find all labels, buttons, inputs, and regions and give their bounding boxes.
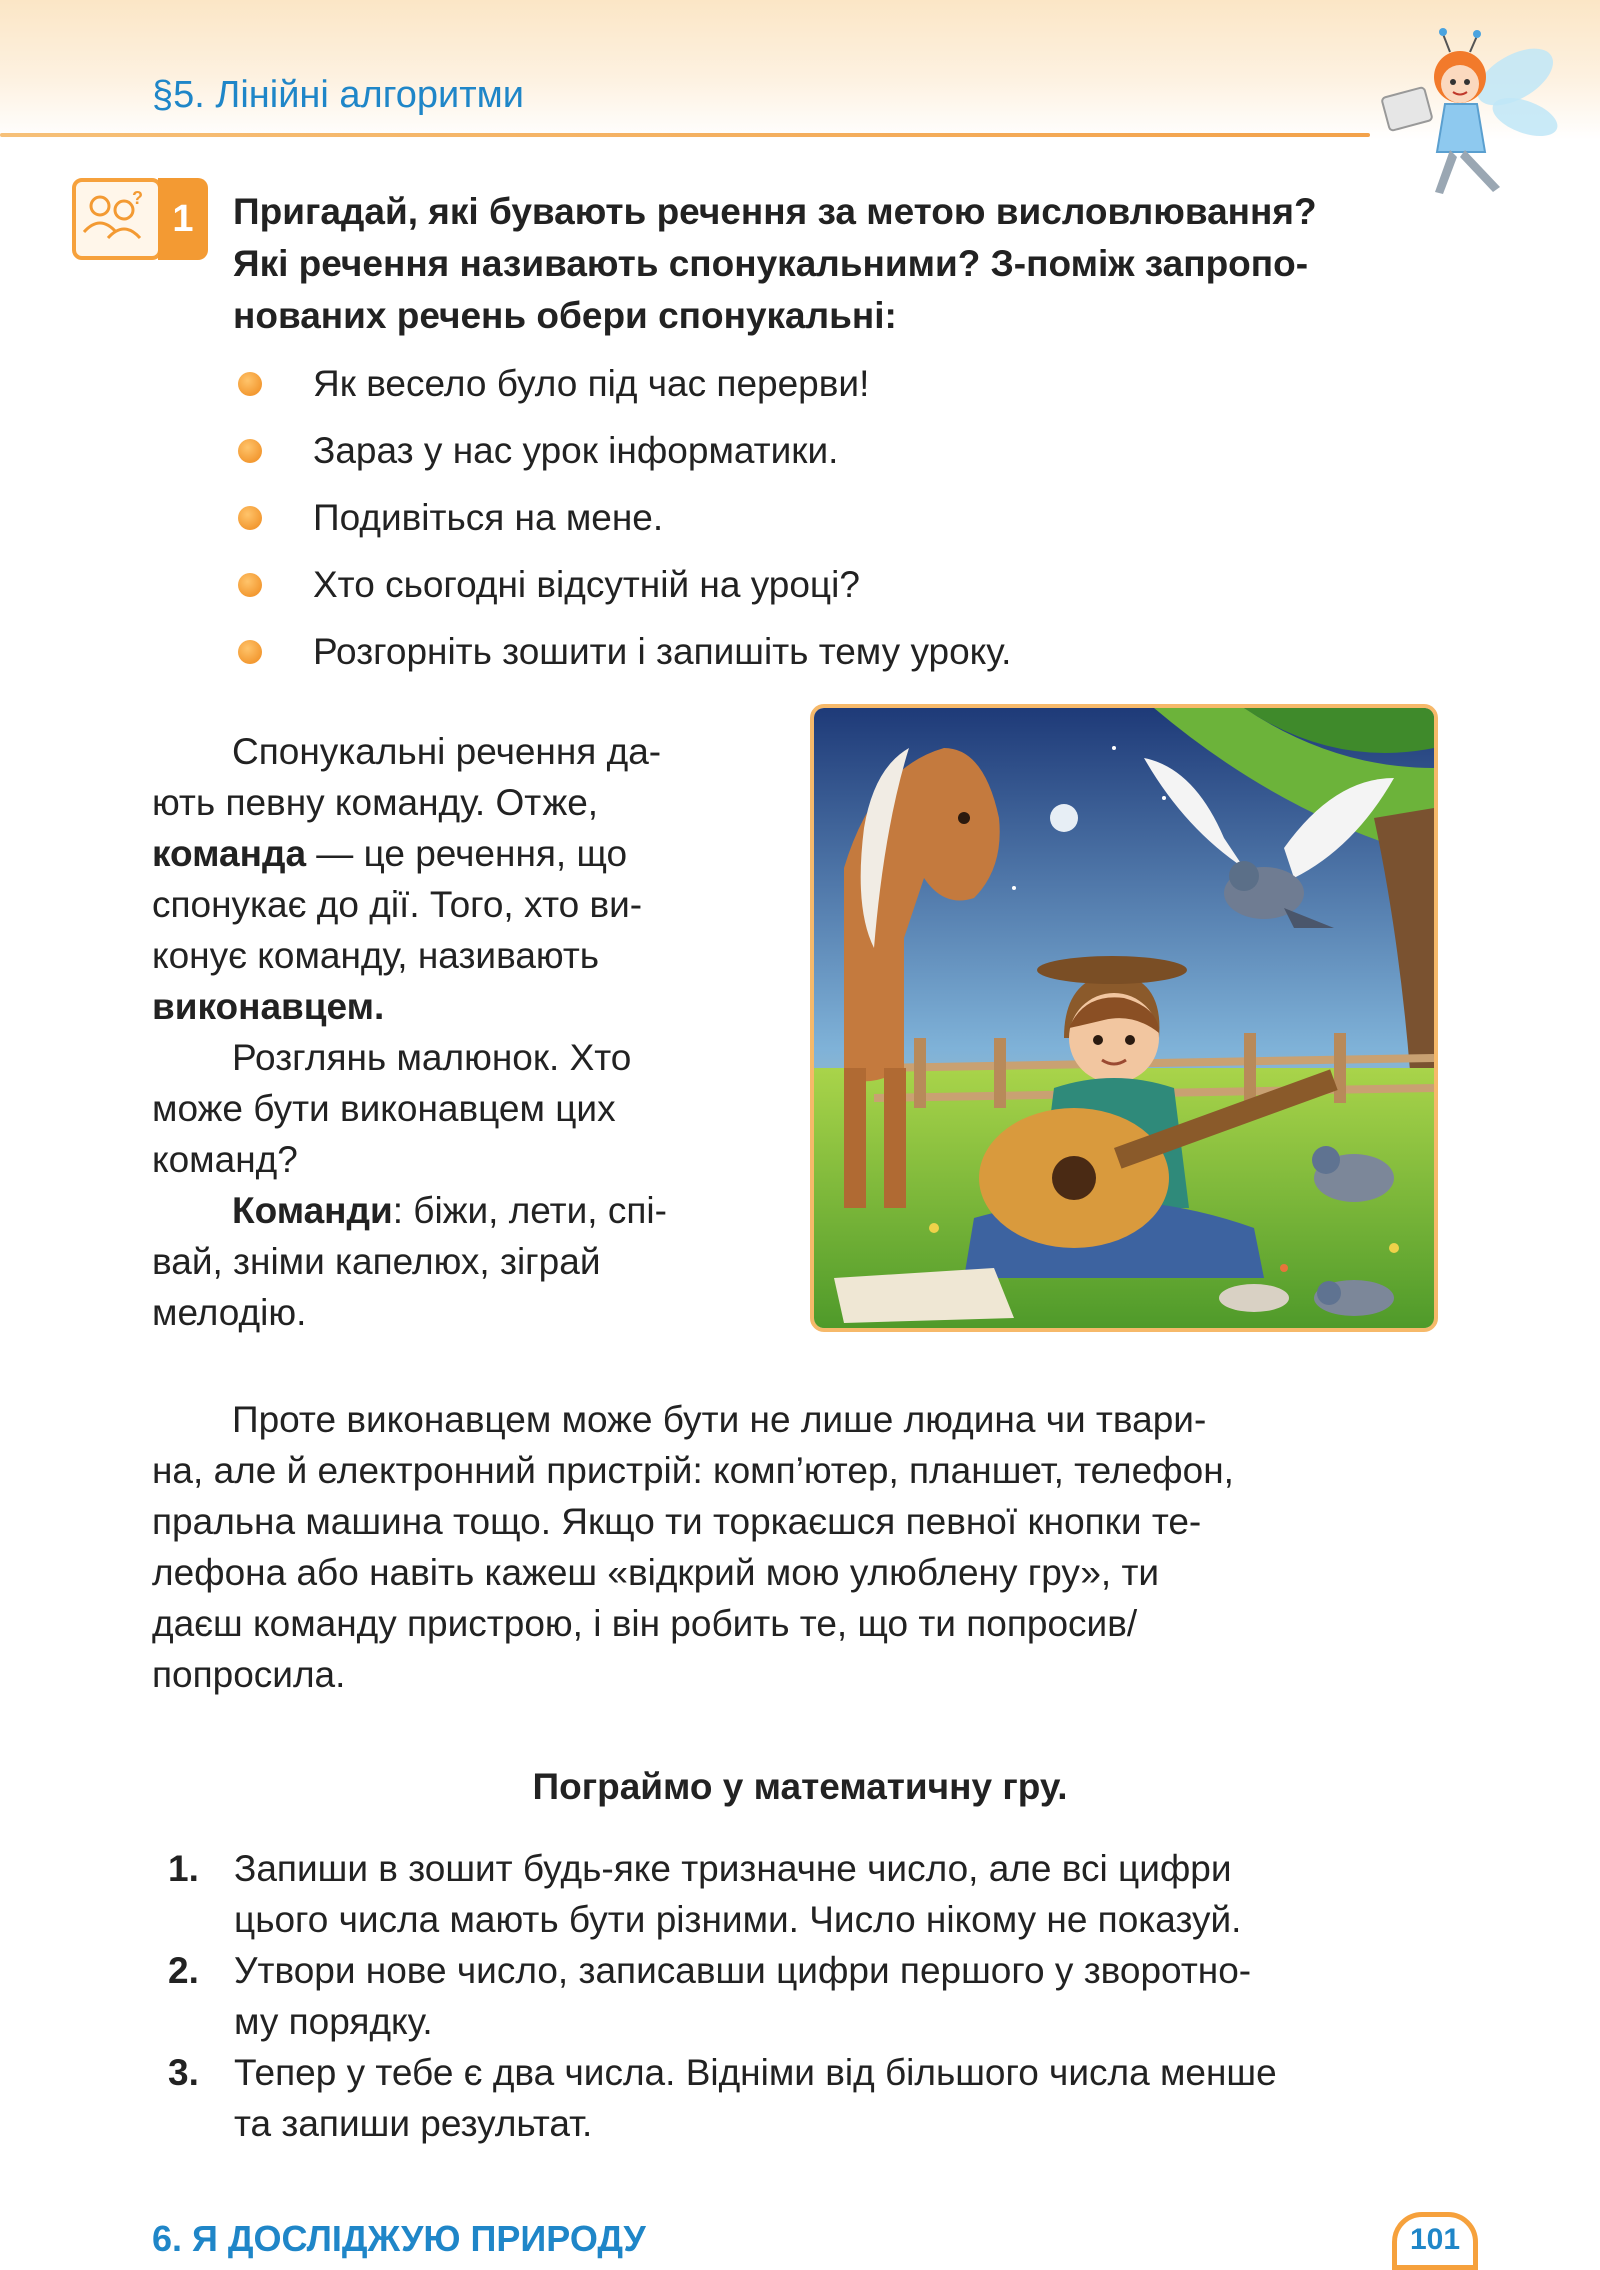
game-steps (168, 1843, 1440, 2149)
text-line: Спонукальні речення да- (232, 731, 662, 772)
header-divider (0, 133, 1370, 137)
list-item (233, 626, 1011, 693)
task-question-line: Які речення називають спонукальними? З-поміж запропо- (233, 243, 1309, 284)
bullet-icon (238, 506, 262, 530)
list-item (233, 559, 1011, 626)
text-fragment: — це речення, що (306, 833, 628, 874)
illustration-image (814, 708, 1434, 1328)
explanation-text (152, 726, 742, 1338)
step-number: 3. (168, 2052, 199, 2093)
step-line: Запиши в зошит будь-яке тризначне число, але всі цифри (234, 1848, 1232, 1889)
section-title: §5. Лінійні алгоритми (152, 74, 524, 116)
chapter-title: 6. Я ДОСЛІДЖУЮ ПРИРОДУ (152, 2218, 646, 2259)
text-line (152, 828, 742, 879)
text-line: може бути виконавцем цих (152, 1088, 616, 1129)
list-item (233, 425, 1011, 492)
step-line: цього числа мають бути різними. Число нікому не показуй. (234, 1899, 1242, 1940)
list-item (168, 2047, 1440, 2149)
text-line: вай, зніми капелюх, зіграй (152, 1241, 601, 1282)
sentence-text: Зараз у нас урок інформатики. (313, 430, 839, 471)
task-question-line: нованих речень обери спонукальні: (233, 295, 897, 336)
step-line: та запиши результат. (234, 2103, 593, 2144)
sentence-list (233, 358, 1011, 693)
list-item (233, 492, 1011, 559)
sentence-text: Як весело було під час перерви! (313, 363, 870, 404)
text-line: мелодію. (152, 1292, 307, 1333)
term-commands: Команди (232, 1190, 393, 1231)
step-line: му порядку. (234, 2001, 433, 2042)
step-number: 1. (168, 1848, 199, 1889)
text-fragment: : біжи, лети, спі- (392, 1190, 667, 1231)
group-discussion-icon (72, 178, 162, 260)
text-line: на, але й електронний пристрій: комп’ютер, планшет, телефон, (152, 1450, 1234, 1491)
bullet-icon (238, 439, 262, 463)
text-line: попросила. (152, 1654, 346, 1695)
text-line: пральна машина тощо. Якщо ти торкаєшся певної кнопки те- (152, 1501, 1202, 1542)
bullet-icon (238, 640, 262, 664)
bullet-icon (238, 372, 262, 396)
sentence-text: Подивіться на мене. (313, 497, 664, 538)
page-number: 101 (1392, 2212, 1478, 2270)
task-question-line: Пригадай, які бувають речення за метою висловлювання? (233, 191, 1317, 232)
step-number: 2. (168, 1950, 199, 1991)
text-line: ють певну команду. Отже, (152, 782, 599, 823)
header-band (0, 0, 1600, 140)
task-number: 1 (158, 178, 208, 260)
text-line: конує команду, називають (152, 935, 600, 976)
text-line: Проте виконавцем може бути не лише людина чи твари- (232, 1399, 1207, 1440)
sentence-text: Розгорніть зошити і запишіть тему уроку. (313, 631, 1012, 672)
text-line: Розглянь малюнок. Хто (232, 1037, 632, 1078)
text-line: лефона або навіть кажеш «відкрий мою улюблену гру», ти (152, 1552, 1160, 1593)
sentence-text: Хто сьогодні відсутній на уроці? (313, 564, 860, 605)
text-line: команд? (152, 1139, 298, 1180)
list-item (233, 358, 1011, 425)
list-item (168, 1945, 1440, 2047)
fairy-mascot-icon (1365, 22, 1565, 207)
list-item (168, 1843, 1440, 1945)
text-line: даєш команду пристрою, і він робить те, що ти попросив/ (152, 1603, 1138, 1644)
step-line: Тепер у тебе є два числа. Відніми від більшого числа менше (234, 2052, 1277, 2093)
devices-paragraph (152, 1394, 1440, 1700)
task-badge (72, 178, 208, 256)
task-question (233, 186, 1443, 342)
text-line (152, 981, 742, 1032)
game-title: Пограймо у математичну гру. (532, 1766, 1068, 1807)
svg-text:?: ? (132, 188, 143, 208)
text-line: спонукає до дії. Того, хто ви- (152, 884, 643, 925)
step-line: Утвори нове число, записавши цифри першого у зворотно- (234, 1950, 1252, 1991)
term-executor: виконавцем. (152, 986, 385, 1027)
boy-horse-pigeons-illustration (810, 704, 1438, 1332)
text-line (152, 1185, 742, 1236)
term-command: команда (152, 833, 307, 874)
bullet-icon (238, 573, 262, 597)
